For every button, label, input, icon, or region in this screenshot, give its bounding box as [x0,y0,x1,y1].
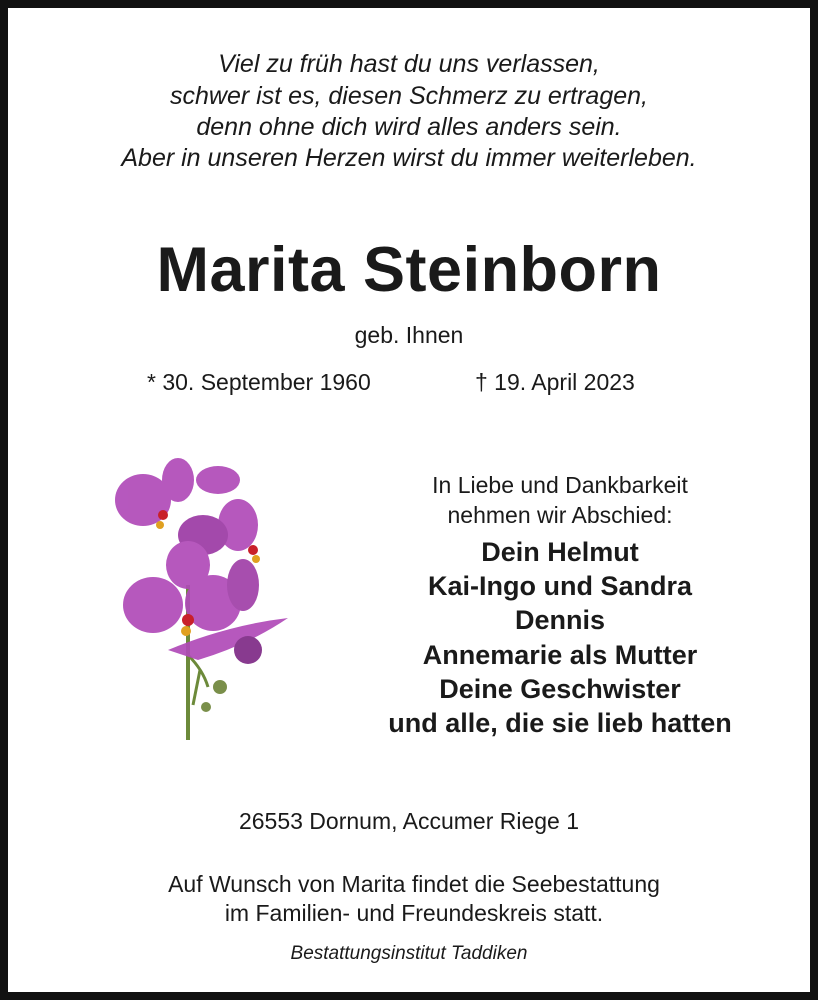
poem-line: Aber in unseren Herzen wirst du immer weiterleben. [121,144,697,172]
funeral-note: Auf Wunsch von Marita findet die Seebestattung [168,871,660,897]
farewell-line: In Liebe und Dankbarkeit [432,472,688,498]
mourner: Dein Helmut [481,537,639,567]
address: 26553 Dornum, Accumer Riege 1 [238,808,580,834]
deceased-name: Marita Steinborn [156,235,662,305]
mourner: Dennis [514,605,606,635]
poem-line: Viel zu früh hast du uns verlassen, [218,50,600,78]
death-date: † 19. April 2023 [475,369,635,395]
poem-line: denn ohne dich wird alles anders sein. [196,113,622,141]
poem-line: schwer ist es, diesen Schmerz zu ertragen, [170,82,648,110]
mourner: Kai-Ingo und Sandra [427,571,693,601]
farewell-line: nehmen wir Abschied: [447,502,673,528]
birth-date: * 30. September 1960 [147,369,371,395]
orchid-image [108,455,288,745]
funeral-note: im Familien- und Freundeskreis statt. [224,900,604,926]
mourner: Annemarie als Mutter [422,640,698,670]
mourner: Deine Geschwister [439,674,681,704]
undertaker: Bestattungsinstitut Taddiken [290,943,528,964]
maiden-name: geb. Ihnen [354,322,464,348]
mourner: und alle, die sie lieb hatten [388,708,732,738]
